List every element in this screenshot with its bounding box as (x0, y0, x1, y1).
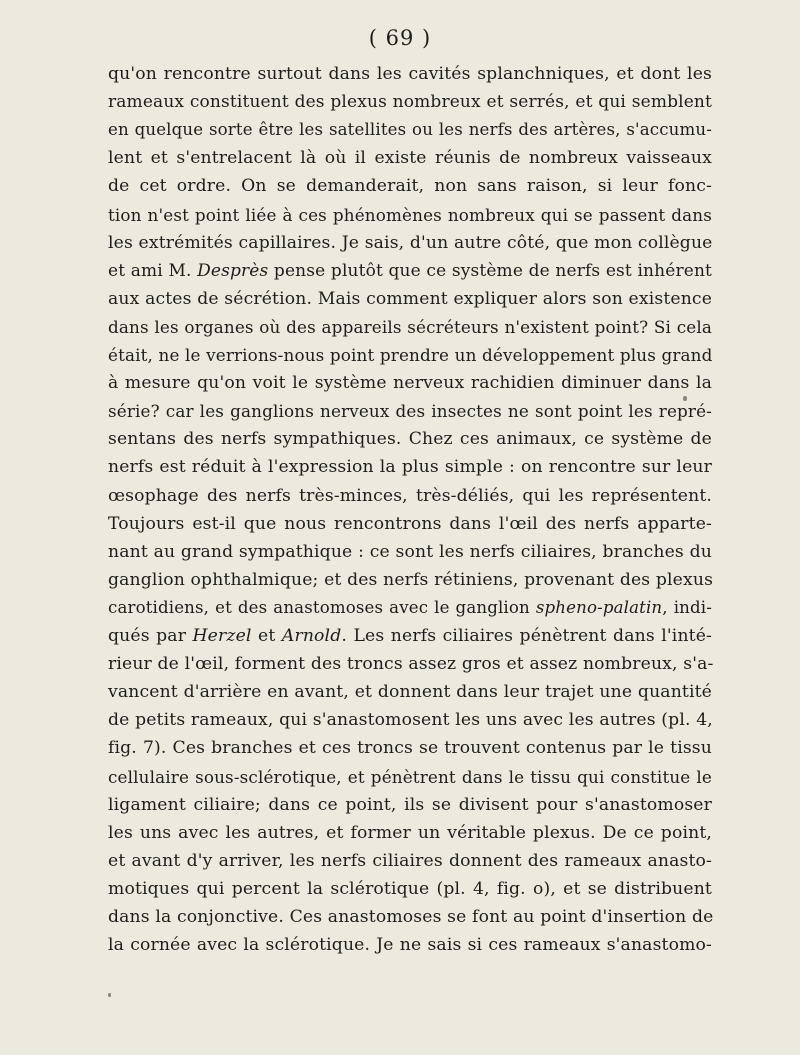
text-line: qués par Herzel et Arnold. Les nerfs ciliaires pénètrent dans l'inté- (108, 626, 712, 646)
text-line: fig. 7). Ces branches et ces troncs se trouvent contenus par le tissu (108, 738, 712, 759)
text-line: ganglion ophthalmique; et des nerfs rétiniens, provenant des plexus (108, 569, 714, 590)
ink-speck (108, 993, 111, 997)
text-line: ligament ciliaire; dans ce point, ils se divisent pour s'anastomoser (108, 794, 712, 815)
text-line: les uns avec les autres, et former un véritable plexus. De ce point, (108, 822, 712, 843)
text-line: cellulaire sous-sclérotique, et pénètrent dans le tissu qui constitue le (108, 766, 712, 787)
text-line: rieur de l'œil, forment des troncs assez gros et assez nombreux, s'a- (108, 654, 714, 675)
page-number: ( 69 ) (368, 26, 432, 50)
text-line: était, ne le verrions-nous point prendre un développement plus grand (108, 345, 713, 365)
text-line: en quelque sorte être les satellites ou les nerfs des artères, s'accumu- (108, 120, 712, 140)
text-line: nerfs est réduit à l'expression la plus simple : on rencontre sur leur (108, 457, 712, 478)
text-line: sentans des nerfs sympathiques. Chez ces animaux, ce système de (108, 429, 712, 450)
text-line: et avant d'y arriver, les nerfs ciliaires donnent des rameaux anasto- (108, 850, 712, 871)
text-line: et ami M. Desprès pense plutôt que ce système de nerfs est inhérent (108, 260, 713, 281)
text-line: de petits rameaux, qui s'anastomosent les uns avec les autres (pl. 4, (108, 710, 713, 731)
text-line: les extrémités capillaires. Je sais, d'un autre côté, que mon collègue (108, 232, 713, 253)
text-line: série? car les ganglions nerveux des insectes ne sont point les repré- (108, 401, 712, 422)
text-line: à mesure qu'on voit le système nerveux rachidien diminuer dans la (108, 373, 712, 394)
text-line: rameaux constituent des plexus nombreux et serrés, et qui semblent (108, 92, 712, 113)
text-line: dans la conjonctive. Ces anastomoses se font au point d'insertion de (108, 907, 714, 927)
text-line: motiques qui percent la sclérotique (pl. 4, fig. o), et se distribuent (108, 878, 712, 899)
text-line: de cet ordre. On se demanderait, non sans raison, si leur fonc- (108, 176, 712, 197)
text-line: tion n'est point liée à ces phénomènes nombreux qui se passent dans (108, 204, 712, 225)
text-line: Toujours est-il que nous rencontrons dans l'œil des nerfs apparte- (108, 513, 712, 534)
text-line: aux actes de sécrétion. Mais comment expliquer alors son existence (108, 288, 713, 309)
text-line: qu'on rencontre surtout dans les cavités splanchniques, et dont les (108, 64, 712, 84)
text-line: la cornée avec la sclérotique. Je ne sais si ces rameaux s'anastomo- (108, 935, 712, 956)
text-line: œsophage des nerfs très-minces, très-déliés, qui les représentent. (108, 485, 712, 506)
ink-speck (683, 396, 687, 401)
text-line: vancent d'arrière en avant, et donnent dans leur trajet une quantité (108, 682, 712, 703)
text-line: dans les organes où des appareils sécréteurs n'existent point? Si cela (108, 316, 712, 337)
text-line: nant au grand sympathique : ce sont les nerfs ciliaires, branches du (108, 541, 712, 562)
text-line: carotidiens, et des anastomoses avec le ganglion spheno-palatin, indi- (108, 597, 712, 617)
text-line: lent et s'entrelacent là où il existe réunis de nombreux vaisseaux (108, 148, 712, 169)
